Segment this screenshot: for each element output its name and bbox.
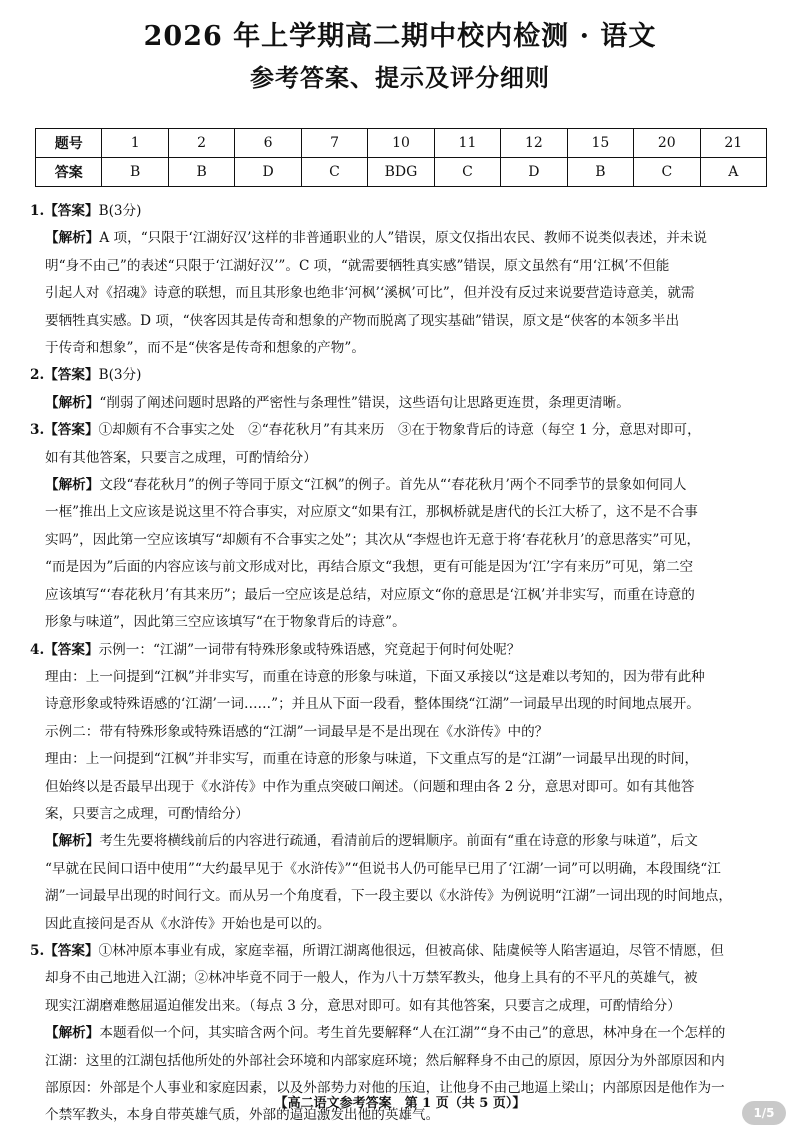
text-line: 理由：上一问提到“江枫”并非实写，而重在诗意的形象与味道，下面又承接以“这是难以考知的，因为带有此种	[45, 668, 705, 685]
answer-table	[35, 128, 767, 187]
text-line: 【解析】文段“春花秋月”的例子等同于原文“江枫”的例子。首先从“‘春花秋月’两个不同季节的景象如何同人	[45, 477, 687, 494]
section-marker: 【解析】	[45, 1025, 100, 1042]
text-line: 于传奇和想象”，而不是“侠客是传奇和想象的产物”。	[45, 340, 365, 357]
page-footer: 【高二语文参考答案 第 1 页（共 5 页）】	[274, 1096, 526, 1111]
text-line: 明“身不由己”的表述“只限于‘江湖好汉’”。C 项，“就需要牺牲真实感”错误，原文虽然有“用‘江枫’不但能	[45, 257, 670, 274]
section-marker: 3.【答案】	[30, 422, 99, 439]
text-line: 1.【答案】B(3分)	[30, 203, 142, 219]
text-line: 但始终以是否最早出现于《水浒传》中作为重点突破口阐述。（问题和理由各 2 分，意思对即可。如有其他答	[45, 778, 695, 795]
question-number-label: 题号	[36, 129, 102, 158]
text-line: 形象与味道”，因此第三空应该填写“在于物象背后的诗意”。	[45, 614, 406, 631]
text-line: 引起人对《招魂》诗意的联想，而且其形象也绝非‘河枫’‘溪枫’可比”，但并没有反过来说要营造诗意美，就需	[45, 285, 695, 302]
section-marker: 4.【答案】	[30, 641, 99, 658]
answer-cell: A	[700, 158, 766, 187]
text-line: 如有其他答案，只要言之成理，可酌情给分）	[45, 449, 317, 466]
answer-cell: C	[301, 158, 367, 187]
text-line: 江湖：这里的江湖包括他所处的外部社会环境和内部家庭环境；然后解释身不由己的原因，原因分为外部原因和内	[45, 1052, 725, 1069]
question-item-4	[30, 637, 772, 938]
answer-cell: B	[168, 158, 234, 187]
answer-cell: C	[434, 158, 500, 187]
question-number-cell: 6	[235, 129, 301, 158]
text-line: 要牺牲真实感。D 项，“侠客因其是传奇和想象的产物而脱离了现实基础”错误，原文是“侠客的本领多半出	[45, 312, 680, 329]
document-subtitle: 参考答案、提示及评分细则	[250, 63, 550, 92]
question-number-cell: 1	[102, 129, 168, 158]
text-line: 一框”推出上文应该是说这里不符合事实，对应原文“如果有江，那枫桥就是唐代的长江大桥了，这不是不合事	[45, 504, 698, 521]
text-line: 湖”一词最早出现的时间行文。而从另一个角度看，下一段主要以《水浒传》为例说明“江湖”一词出现的时间地点，	[45, 888, 732, 905]
document-title: 2026 年上学期高二期中校内检测 · 语文	[143, 21, 657, 52]
section-marker: 【解析】	[45, 394, 100, 411]
section-marker: 【解析】	[45, 833, 100, 850]
section-marker: 2.【答案】	[30, 367, 99, 384]
question-number-cell: 2	[168, 129, 234, 158]
text-line: 4.【答案】示例一：“江湖”一词带有特殊形象或特殊语感，究竟起于何时何处呢？	[30, 641, 521, 658]
question-number-cell: 7	[301, 129, 367, 158]
question-item-2	[30, 362, 772, 417]
section-marker: 5.【答案】	[30, 942, 99, 959]
answer-label: 答案	[36, 158, 102, 187]
answer-cell: C	[634, 158, 700, 187]
text-line: 现实江湖磨难憋屈逼迫催发出来。（每点 3 分，意思对即可。如有其他答案，只要言之成理，可酌情给分）	[45, 997, 681, 1014]
text-line: 诗意形象或特殊语感的‘江湖’一词……”；并且从下面一段看，整体围绕“江湖”一词最早出现的时间地点展开。	[45, 696, 700, 713]
question-number-cell: 11	[434, 129, 500, 158]
question-number-cell: 21	[700, 129, 766, 158]
text-line: 2.【答案】B(3分)	[30, 367, 142, 384]
section-marker: 【解析】	[45, 477, 100, 494]
text-line: 5.【答案】①林冲原本事业有成，家庭幸福，所谓江湖离他很远，但被高俅、陆虞候等人陷害逼迫，尽管不情愿，但	[30, 942, 724, 959]
page-indicator-badge: 1/5	[742, 1101, 786, 1125]
text-line: “早就在民间口语中使用”“大约最早见于《水浒传》”“但说书人仍可能早已用了‘江湖’一词”可以明确，本段围绕“江	[45, 860, 721, 877]
text-line: 理由：上一问提到“江枫”并非实写，而重在诗意的形象与味道，下文重点写的是“江湖”一词最早出现的时间，	[45, 751, 699, 768]
text-line: 3.【答案】①却颇有不合事实之处 ②“春花秋月”有其来历 ③在于物象背后的诗意（每空 1 分，意思对即可，	[30, 422, 701, 439]
text-line: 案，只要言之成理，可酌情给分）	[45, 805, 249, 822]
text-line: 实吗”，因此第一空应该填写“却颇有不合事实之处”；其次从“李煜也许无意于将‘春花秋月’的意思落实”可见，	[45, 531, 701, 548]
question-item-3	[30, 417, 772, 636]
text-line: 应该填写“‘春花秋月’有其来历”；最后一空应该是总结，对应原文“你的意思是‘江枫’并非实写，而重在诗意的	[45, 586, 695, 603]
answer-cell: D	[235, 158, 301, 187]
text-line: 部原因：外部是个人事业和家庭因素，以及外部势力对他的压迫，让他身不由己地逼上梁山；内部原因是他作为一	[45, 1080, 725, 1096]
section-marker: 【解析】	[45, 230, 100, 247]
text-line: 因此直接问是否从《水浒传》开始也是可以的。	[45, 915, 331, 932]
text-line: 却身不由己地进入江湖；②林冲毕竟不同于一般人，作为八十万禁军教头，他身上具有的不平凡的英雄气，被	[45, 970, 698, 987]
question-number-cell: 20	[634, 129, 700, 158]
text-line: 示例二：带有特殊形象或特殊语感的“江湖”一词最早是不是出现在《水浒传》中的？	[45, 723, 549, 740]
question-number-row	[36, 129, 767, 158]
answer-cell: B	[567, 158, 633, 187]
text-line: 【解析】考生先要将横线前后的内容进行疏通，看清前后的逻辑顺序。前面有“重在诗意的形象与味道”，后文	[45, 833, 698, 850]
question-number-cell: 10	[368, 129, 434, 158]
text-line: 【解析】A 项，“只限于‘江湖好汉’这样的非普通职业的人”错误，原文仅指出农民、教师不说类似表述，并未说	[45, 230, 707, 247]
question-number-cell: 12	[501, 129, 567, 158]
answer-explanations	[30, 198, 772, 1130]
question-item-1	[30, 198, 772, 362]
text-line: “而是因为”后面的内容应该与前文形成对比，再结合原文“我想，更有可能是因为‘江’字有来历”可见，第二空	[45, 559, 694, 576]
answer-row	[36, 158, 767, 187]
answer-cell: BDG	[368, 158, 434, 187]
answer-cell: D	[501, 158, 567, 187]
text-line: 【解析】本题看似一个问，其实暗含两个问。考生首先要解释“人在江湖”“身不由己”的意思，林冲身在一个怎样的	[45, 1025, 726, 1042]
answer-cell: B	[102, 158, 168, 187]
text-line: 个禁军教头，本身自带英雄气质，外部的逼迫激发出他的英雄气。	[45, 1107, 440, 1124]
text-line: 【解析】“削弱了阐述问题时思路的严密性与条理性”错误，这些语句让思路更连贯，条理更清晰。	[45, 394, 630, 411]
question-number-cell: 15	[567, 129, 633, 158]
section-marker: 1.【答案】	[30, 203, 99, 219]
